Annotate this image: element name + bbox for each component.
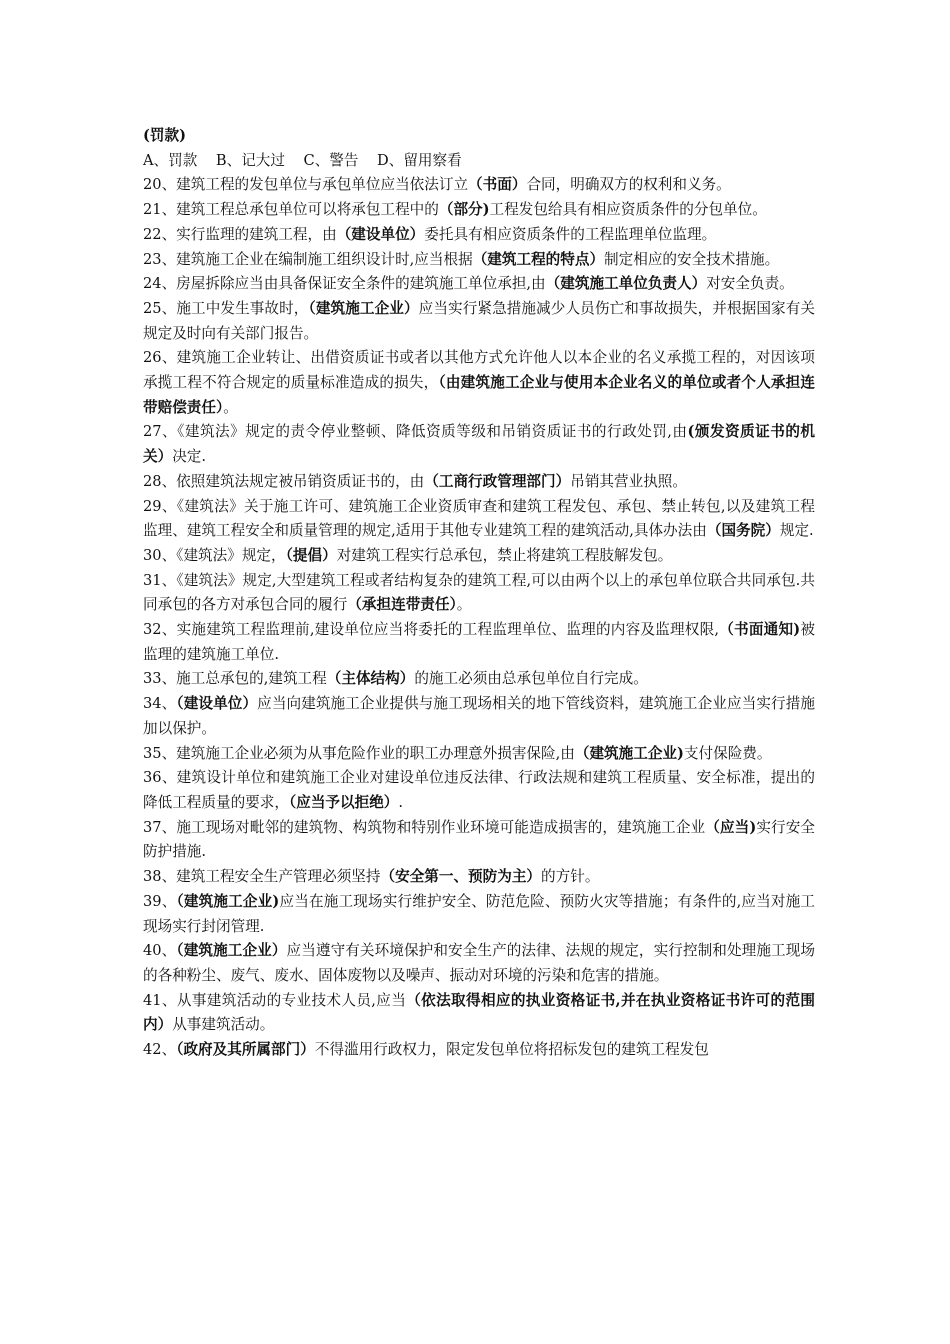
question-paragraph bbox=[143, 420, 815, 469]
question-text: 27、《建筑法》规定的责令停业整顿、降低资质等级和吊销资质证书的行政处罚,由 bbox=[143, 423, 688, 441]
question-text: 42、 bbox=[143, 1041, 177, 1059]
question-paragraph bbox=[143, 470, 815, 495]
answer-text: （书面） bbox=[468, 176, 527, 194]
question-text: 36、建筑设计单位和建筑施工企业对建设单位违反法律、行政法规和建筑工程质量、安全标准，提出的降低工程质量的要求， bbox=[143, 769, 815, 811]
question-text: 应当在施工现场实行维护安全、防范危险、预防火灾等措施；有条件的,应当对施工现场实行封闭管理. bbox=[143, 892, 816, 935]
question-paragraph bbox=[143, 865, 815, 890]
question-paragraph bbox=[143, 1038, 815, 1063]
question-paragraph bbox=[143, 989, 815, 1038]
question-paragraph bbox=[143, 248, 815, 273]
question-text: 31、《建筑法》规定,大型建筑工程或者结构复杂的建筑工程,可以由两个以上的承包单位联合共同承包.共同承包的各方对承包合同的履行 bbox=[143, 571, 815, 614]
question-text: 应当实行紧急措施减少人员伤亡和事故损失，并根据国家有关规定及时向有关部门报告。 bbox=[143, 299, 815, 342]
answer-text: （国务院） bbox=[706, 522, 780, 540]
question-text: 不得滥用行政权力，限定发包单位将招标发包的建筑工程发包 bbox=[314, 1041, 709, 1059]
question-paragraph bbox=[143, 816, 815, 865]
question-text: 的施工必须由总承包单位自行完成。 bbox=[414, 670, 648, 688]
answer-text: （应当) bbox=[705, 818, 757, 836]
answer-text: （建筑施工企业) bbox=[574, 744, 684, 762]
question-text: 应当遵守有关环境保护和安全生产的法律、法规的规定，实行控制和处理施工现场的各种粉尘、废气、废水、固体废物以及噪声、振动对环境的污染和危害的措施。 bbox=[143, 942, 815, 984]
question-paragraph bbox=[143, 569, 815, 618]
question-paragraph bbox=[143, 890, 815, 939]
question-text: 29、《建筑法》关于施工许可、建筑施工企业资质审查和建筑工程发包、承包、禁止转包,以及建筑工程监理、建筑工程安全和质量管理的规定,适用于其他专业建筑工程的建筑活动,具体办法由 bbox=[143, 497, 815, 540]
question-text: 30、《建筑法》规定， bbox=[143, 546, 286, 564]
question-paragraph bbox=[143, 198, 815, 223]
answer-text: （建筑施工企业） bbox=[176, 942, 287, 960]
answer-text: （建筑施工单位负责人） bbox=[545, 275, 707, 293]
question-text: 32、实施建筑工程监理前,建设单位应当将委托的工程监理单位、监理的内容及监理权限, bbox=[143, 621, 720, 639]
question-text: 41、从事建筑活动的专业技术人员,应当 bbox=[143, 991, 407, 1009]
question-paragraph bbox=[143, 939, 815, 988]
question-paragraph bbox=[143, 149, 815, 174]
answer-text: (罚款) bbox=[143, 127, 186, 144]
question-text: 34、 bbox=[143, 695, 177, 713]
question-text: 吊销其营业执照。 bbox=[570, 472, 687, 490]
question-text: 支付保险费。 bbox=[683, 744, 772, 762]
question-paragraph bbox=[143, 742, 815, 767]
question-paragraph bbox=[143, 297, 815, 346]
question-text: 对安全负责。 bbox=[706, 275, 794, 293]
question-text: 从事建筑活动。 bbox=[172, 1016, 275, 1034]
question-paragraph bbox=[143, 667, 815, 692]
answer-text: （安全第一、预防为主） bbox=[380, 868, 542, 886]
answer-text: （应当予以拒绝） bbox=[288, 793, 399, 811]
answer-text: （承担连带责任） bbox=[347, 596, 457, 614]
question-text: 26、建筑施工企业转让、出借资质证书或者以其他方式允许他人以本企业的名义承揽工程的，对因该项承揽工程不符合规定的质量标准造成的损失， bbox=[143, 349, 815, 392]
question-paragraph bbox=[143, 618, 815, 667]
question-paragraph bbox=[143, 495, 815, 544]
answer-text: （政府及其所属部门） bbox=[176, 1041, 315, 1059]
question-paragraph bbox=[143, 692, 815, 741]
answer-text: （建设单位） bbox=[176, 695, 258, 713]
question-text: 24、房屋拆除应当由具备保证安全条件的建筑施工单位承担,由 bbox=[143, 275, 546, 293]
question-text: 20、建筑工程的发包单位与承包单位应当依法订立 bbox=[143, 176, 469, 194]
question-text: 28、依照建筑法规定被吊销资质证书的，由 bbox=[143, 472, 425, 490]
question-text: 33、施工总承包的,建筑工程 bbox=[143, 670, 327, 688]
question-text: 应当向建筑施工企业提供与施工现场相关的地下管线资料，建筑施工企业应当实行措施加以保护。 bbox=[143, 695, 815, 737]
answer-text: （建设单位） bbox=[336, 225, 425, 243]
question-paragraph bbox=[143, 544, 815, 569]
question-text: 实行安全防护措施. bbox=[143, 818, 815, 861]
question-paragraph bbox=[143, 766, 815, 815]
question-text: 的方针。 bbox=[541, 868, 600, 886]
answer-text: （由建筑施工企业与使用本企业名义的单位或者个人承担连带赔偿责任） bbox=[143, 374, 815, 416]
answer-text: （建筑施工企业) bbox=[176, 892, 280, 910]
question-text: 工程发包给具有相应资质条件的分包单位。 bbox=[489, 201, 767, 219]
question-text: . bbox=[398, 793, 404, 811]
question-text: 对建筑工程实行总承包，禁止将建筑工程肢解发包。 bbox=[336, 546, 673, 564]
document-body bbox=[143, 124, 815, 1063]
question-text: 被监理的建筑施工单位. bbox=[143, 621, 815, 663]
question-text: 22、实行监理的建筑工程，由 bbox=[143, 225, 337, 243]
question-paragraph bbox=[143, 173, 815, 198]
answer-text: （提倡） bbox=[285, 546, 337, 564]
question-text: 40、 bbox=[143, 942, 177, 960]
answer-text: （依法取得相应的执业资格证书,并在执业资格证书许可的范围内） bbox=[143, 991, 815, 1034]
answer-text: （建筑施工企业） bbox=[308, 299, 419, 317]
answer-text: （建筑工程的特点） bbox=[472, 250, 605, 268]
answer-text: （主体结构） bbox=[326, 670, 415, 688]
question-text: 35、建筑施工企业必须为从事危险作业的职工办理意外损害保险,由 bbox=[143, 744, 575, 762]
answer-text: (颁发资质证书的机关） bbox=[143, 423, 816, 466]
answer-text: （工商行政管理部门） bbox=[424, 472, 571, 490]
question-paragraph bbox=[143, 223, 815, 248]
question-paragraph bbox=[143, 346, 815, 420]
question-text: 23、建筑施工企业在编制施工组织设计时,应当根据 bbox=[143, 250, 473, 268]
question-text: 。 bbox=[223, 398, 238, 416]
question-text: 制定相应的安全技术措施。 bbox=[604, 250, 780, 268]
question-text: 。 bbox=[456, 596, 472, 614]
question-text: 合同，明确双方的权利和义务。 bbox=[526, 176, 731, 194]
question-text: A、罚款 B、记大过 C、警告 D、留用察看 bbox=[143, 151, 462, 169]
question-text: 38、建筑工程安全生产管理必须坚持 bbox=[143, 868, 381, 886]
question-paragraph bbox=[143, 124, 815, 149]
answer-text: （书面通知) bbox=[719, 621, 801, 639]
question-text: 37、施工现场对毗邻的建筑物、构筑物和特别作业环境可能造成损害的，建筑施工企业 bbox=[143, 818, 706, 836]
question-text: 25、施工中发生事故时， bbox=[143, 299, 309, 317]
question-paragraph bbox=[143, 272, 815, 297]
question-text: 规定. bbox=[779, 522, 814, 540]
question-text: 委托具有相应资质条件的工程监理单位监理。 bbox=[424, 225, 717, 243]
question-text: 决定. bbox=[172, 448, 207, 466]
answer-text: （部分) bbox=[438, 201, 490, 219]
question-text: 21、建筑工程总承包单位可以将承包工程中的 bbox=[143, 201, 439, 219]
question-text: 39、 bbox=[143, 892, 177, 910]
